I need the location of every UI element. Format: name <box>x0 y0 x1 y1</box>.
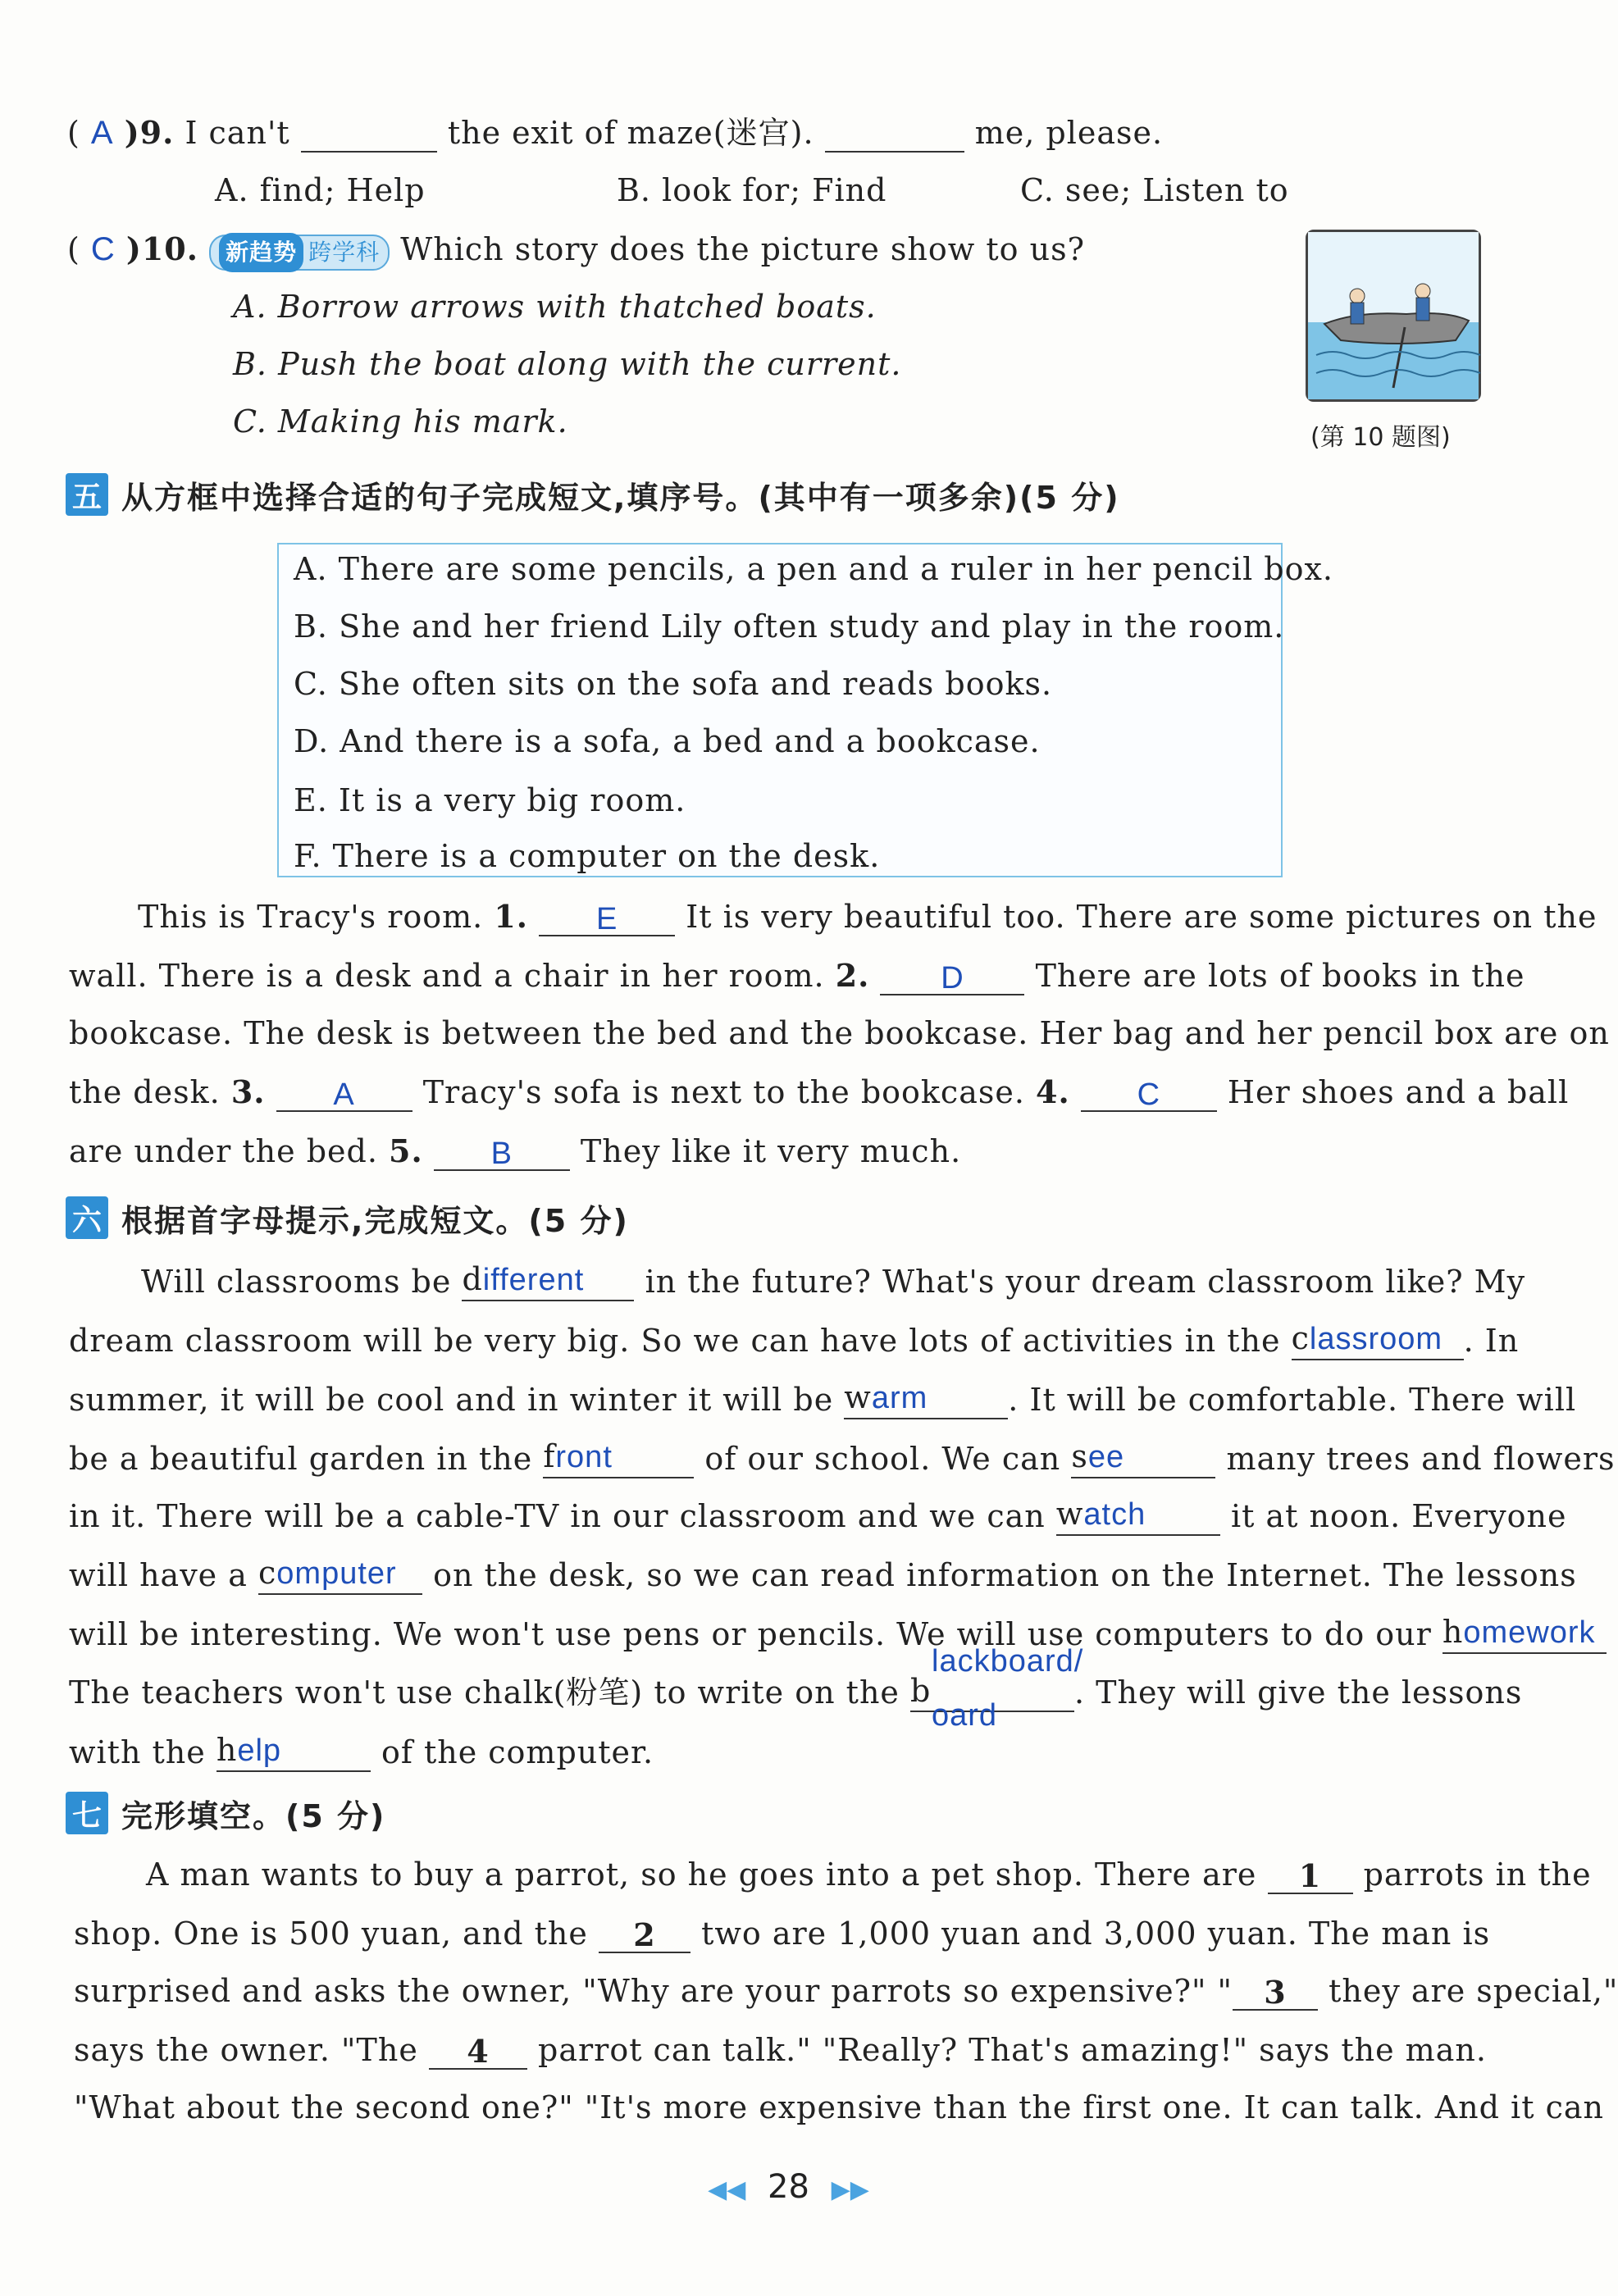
passage-line: surprised and asks the owner, "Why are your parrots so expensive?" " 3 they are special," <box>74 1973 1618 2011</box>
passage-line: will have a computer on the desk, so we can read information on the Internet. The lessons <box>69 1555 1577 1593</box>
section-badge: 六 <box>66 1196 108 1239</box>
box-option: B. She and her friend Lily often study and play in the room. <box>294 608 1285 645</box>
cloze-blank: 2 <box>599 1916 690 1953</box>
section-title: 从方框中选择合适的句子完成短文,填序号。(其中有一项多余)(5 分) <box>121 479 1120 516</box>
section-title: 完形填空。(5 分) <box>121 1797 386 1834</box>
section-badge: 五 <box>66 473 108 516</box>
passage-line: A man wants to buy a parrot, so he goes into a pet shop. There are 1 parrots in the <box>146 1856 1592 1894</box>
passage-line: will be interesting. We won't use pens or pencils. We will use computers to do our homework <box>69 1612 1607 1654</box>
prev-page-icon: ◀◀ <box>708 2175 746 2204</box>
word-blank: see <box>1071 1437 1215 1478</box>
word-blank: homework <box>1443 1612 1607 1654</box>
box-option: E. It is a very big room. <box>294 782 686 818</box>
answer-10: C <box>90 231 116 267</box>
option-c: C. see; Listen to <box>1020 172 1289 208</box>
section-7-heading <box>66 1791 385 1835</box>
passage-line: The teachers won't use chalk(粉笔) to write on the b lackboard/ oard . They will give the lessons <box>69 1644 1523 1733</box>
section-6-heading <box>66 1196 629 1240</box>
box-option: C. She often sits on the sofa and reads books. <box>294 666 1053 702</box>
box-option: F. There is a computer on the desk. <box>294 838 881 874</box>
passage-line: in it. There will be a cable-TV in our classroom and we can watch it at noon. Everyone <box>69 1496 1567 1534</box>
passage-line: dream classroom will be very big. So we can have lots of activities in the classroom . In <box>69 1320 1520 1359</box>
answer-blank: A <box>276 1074 412 1112</box>
blank <box>301 115 437 153</box>
trend-badge: 新趋势 跨学科 <box>209 235 390 271</box>
word-blank: different <box>462 1260 634 1301</box>
answer-9: A <box>90 115 114 151</box>
page-number: 28 <box>768 2168 809 2206</box>
section-5-heading <box>66 472 1120 517</box>
word-blank: warm <box>844 1378 1008 1419</box>
next-page-icon: ▶▶ <box>831 2175 869 2204</box>
answer-blank: B <box>434 1133 570 1171</box>
options-box <box>277 543 1334 877</box>
word-blank: help <box>216 1730 371 1772</box>
passage-line: says the owner. "The 4 parrot can talk." "Really? That's amazing!" says the man. <box>74 2032 1487 2070</box>
cloze-blank: 4 <box>429 2032 527 2070</box>
passage-line: wall. There is a desk and a chair in her room. 2. D There are lots of books in the <box>69 957 1525 995</box>
question-9: ( A )9. I can't the exit of maze(迷宫). me, please. <box>67 114 1164 151</box>
word-blank: computer <box>258 1553 422 1595</box>
section-title: 根据首字母提示,完成短文。(5 分) <box>121 1202 629 1239</box>
option-b: B. look for; Find <box>617 172 887 208</box>
passage-line: shop. One is 500 yuan, and the 2 two are 1,000 yuan and 3,000 yuan. The man is <box>74 1916 1491 1953</box>
answer-blank: C <box>1081 1074 1217 1112</box>
word-blank: classroom <box>1292 1319 1464 1360</box>
passage-line: are under the bed. 5. B They like it very much. <box>69 1132 962 1171</box>
cloze-blank: 3 <box>1233 1973 1318 2011</box>
question-10: ( C )10. 新趋势 跨学科 Which story does the picture show to us? <box>67 230 1085 271</box>
section-badge: 七 <box>66 1792 108 1834</box>
word-blank: b lackboard/ oard <box>910 1644 1084 1733</box>
boat-illustration <box>1306 230 1481 402</box>
word-blank: front <box>543 1437 694 1478</box>
passage-line: summer, it will be cool and in winter it will be warm . It will be comfortable. There will <box>69 1379 1577 1418</box>
passage-line: the desk. 3. A Tracy's sofa is next to the bookcase. 4. C Her shoes and a ball <box>69 1073 1570 1112</box>
option-a: A. find; Help <box>215 172 426 208</box>
passage-line: bookcase. The desk is between the bed and the bookcase. Her bag and her pencil box are on <box>69 1015 1610 1051</box>
passage-line: Will classrooms be different in the future? What's your dream classroom like? My <box>141 1261 1526 1300</box>
passage-line: be a beautiful garden in the front of our school. We can see many trees and flowers <box>69 1438 1616 1477</box>
passage-line: "What about the second one?" "It's more expensive than the first one. It can talk. And it can <box>74 2089 1604 2125</box>
cloze-blank: 1 <box>1268 1856 1353 1894</box>
option-c: C. Making his mark. <box>233 403 568 440</box>
option-b: B. Push the boat along with the current. <box>233 346 902 382</box>
blank <box>825 115 964 153</box>
passage-line: This is Tracy's room. 1. E It is very beautiful too. There are some pictures on the <box>138 898 1597 936</box>
page-footer <box>0 2168 1577 2206</box>
box-option: A. There are some pencils, a pen and a ruler in her pencil box. <box>294 551 1334 587</box>
word-blank: watch <box>1056 1494 1220 1536</box>
answer-blank: E <box>539 899 675 936</box>
figure-caption: (第 10 题图) <box>1310 423 1451 452</box>
box-option: D. And there is a sofa, a bed and a bookcase. <box>294 723 1041 759</box>
passage-line: with the help of the computer. <box>69 1732 654 1770</box>
option-a: A. Borrow arrows with thatched boats. <box>233 289 877 325</box>
answer-blank: D <box>880 958 1024 995</box>
